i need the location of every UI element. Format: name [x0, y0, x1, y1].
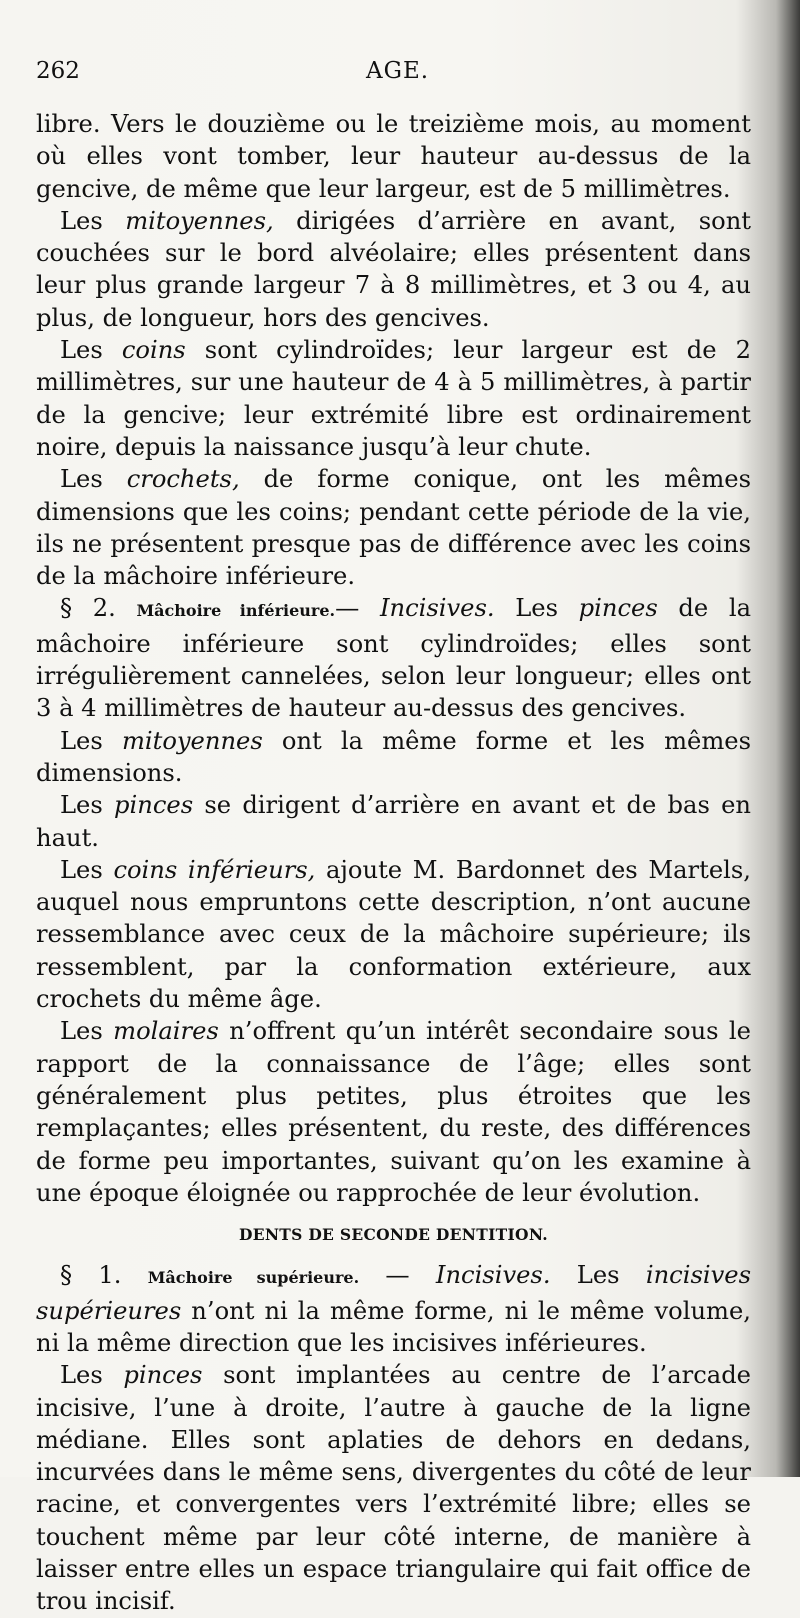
paragraph: Les mitoyennes, dirigées d’arrière en avant, sont couchées sur le bord alvéolaire; elles présentent dans leur plus grande largeur 7 à 8 millimètres, et 3 ou 4, au plus, de longueur, hors des gencives.	[36, 206, 751, 332]
section-number: § 1.	[60, 1261, 148, 1290]
running-title: AGE.	[366, 58, 430, 84]
paragraph: Les coins inférieurs, ajoute M. Bardonnet des Martels, auquel nous empruntons cette description, n’ont aucune ressemblance avec ceux de la mâchoire supérieure; ils ressemblent, par la conformation extérieure, aux crochets du même âge.	[36, 855, 751, 1014]
paragraph: Les pinces sont implantées au centre de l’arcade incisive, l’une à droite, l’autre à gauche de la ligne médiane. Elles sont aplaties de dehors en dedans, incurvées dans le même sens, divergentes du côté de leur racine, et convergentes vers l’extrémité libre; elles se touchent même par leur côté interne, de manière à laisser entre elles un espace triangulaire qui fait office de trou incisif.	[36, 1361, 751, 1616]
paragraph: Les coins sont cylindroïdes; leur largeur est de 2 millimètres, sur une hauteur de 4 à 5 millimètres, à partir de la gencive; leur extrémité libre est ordinairement noire, depuis la naissance jusqu’à leur chute.	[36, 336, 751, 461]
term: coins inférieurs,	[113, 855, 316, 884]
paragraph: Les molaires n’offrent qu’un intérêt secondaire sous le rapport de la connaissance de l’âge; elles sont généralement plus petites, plus étroites que les remplaçantes; elles présentent, du reste, des différences de forme peu importantes, suivant qu’on les examine à une époque éloignée ou rapprochée de leur évolution.	[36, 1017, 751, 1207]
paragraph: Les pinces se dirigent d’arrière en avant et de bas en haut.	[36, 791, 751, 852]
term: pinces	[114, 791, 194, 820]
term: incisives supérieures	[36, 1261, 751, 1325]
term: pinces	[123, 1361, 203, 1390]
term: molaires	[113, 1017, 219, 1046]
page-header	[36, 58, 736, 98]
term: mitoyennes,	[125, 206, 274, 235]
paragraph: Les mitoyennes ont la même forme et les mêmes dimensions.	[36, 726, 751, 787]
paragraph: § 1. Mâchoire supérieure. — Incisives. Les incisives supérieures n’ont ni la même forme, ni le même volume, ni la même direction que les incisives inférieures.	[36, 1261, 751, 1357]
term: mitoyennes	[121, 726, 263, 755]
paragraph: libre. Vers le douzième ou le treizième mois, au moment où elles vont tomber, leur hauteur au-dessus de la gencive, de même que leur largeur, est de 5 millimètres.	[36, 110, 751, 203]
section-heading: DENTS DE SECONDE DENTITION.	[238, 1225, 549, 1245]
paragraph: Les crochets, de forme conique, ont les mêmes dimensions que les coins; pendant cette période de la vie, ils ne présentent presque pas de différence avec les coins de la mâchoire inférieure.	[36, 465, 751, 591]
term: Incisives.	[379, 594, 495, 623]
body-text	[36, 108, 751, 1618]
term: coins	[121, 336, 186, 365]
page-number: 262	[36, 58, 80, 84]
term: crochets,	[126, 465, 240, 494]
term: Incisives.	[435, 1261, 551, 1290]
subheading: Mâchoire inférieure.	[136, 601, 336, 621]
term: pinces	[578, 594, 658, 623]
paragraph: § 2. Mâchoire inférieure.— Incisives. Les pinces de la mâchoire inférieure sont cylindroïdes; elles sont irrégulièrement cannelées, selon leur longueur; elles ont 3 à 4 millimètres de hauteur au-dessus des gencives.	[36, 594, 751, 723]
section-number: § 2.	[60, 594, 137, 623]
subheading: Mâchoire supérieure.	[147, 1268, 360, 1288]
